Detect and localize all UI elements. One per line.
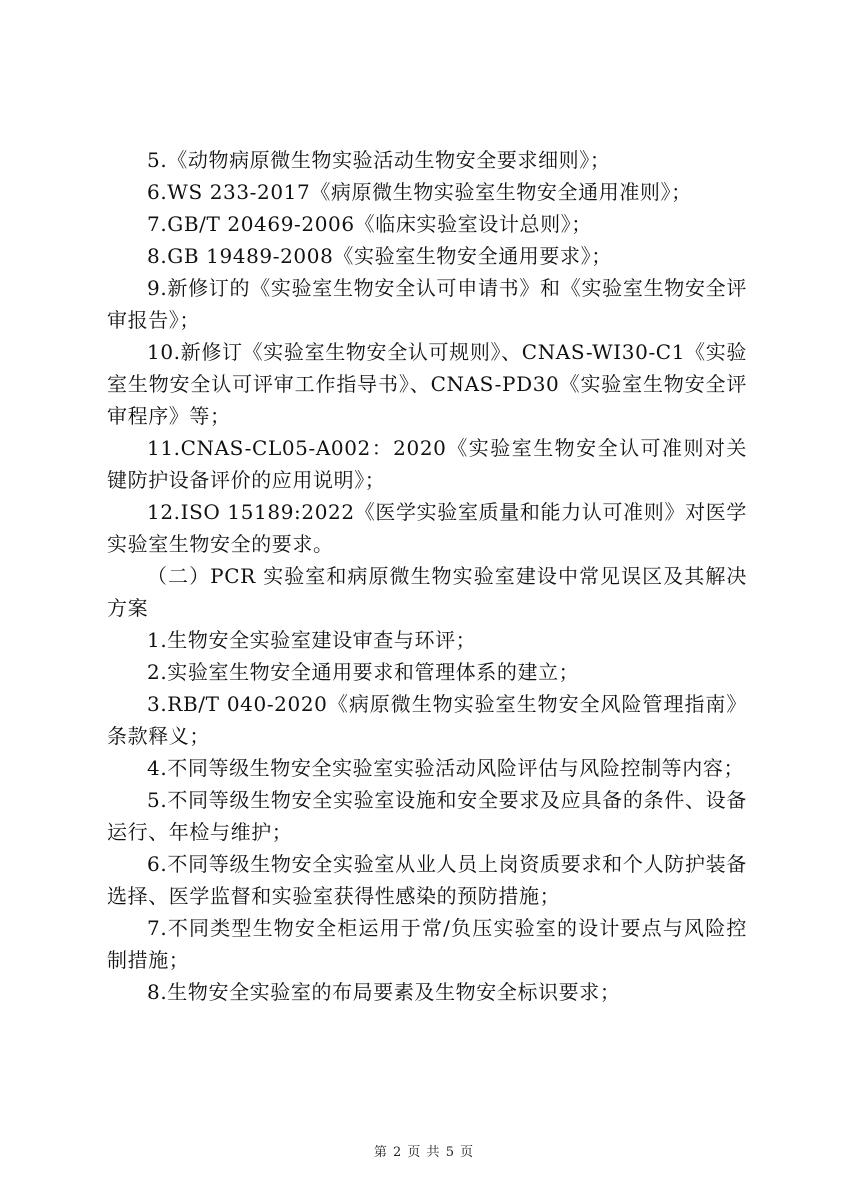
list-item-3: 3.RB/T 040-2020《病原微生物实验室生物安全风险管理指南》条款释义；	[107, 692, 747, 748]
list-item-7: 7.不同类型生物安全柜运用于常/负压实验室的设计要点与风险控制措施；	[107, 916, 747, 972]
list-item-6: 6.不同等级生物安全实验室从业人员上岗资质要求和个人防护装备选择、医学监督和实验室获得性感染的预防措施；	[107, 852, 747, 908]
section-heading: （二）PCR 实验室和病原微生物实验室建设中常见误区及其解决方案	[107, 564, 747, 620]
paragraph-item-9: 9.新修订的《实验室生物安全认可申请书》和《实验室生物安全评审报告》；	[107, 276, 747, 332]
paragraph-item-7: 7.GB/T 20469-2006《临床实验室设计总则》；	[147, 212, 592, 236]
list-item-8: 8.生物安全实验室的布局要素及生物安全标识要求；	[147, 980, 621, 1004]
list-item-1: 1.生物安全实验室建设审查与环评；	[147, 628, 477, 652]
list-item-2: 2.实验室生物安全通用要求和管理体系的建立；	[147, 660, 580, 684]
paragraph-item-5: 5.《动物病原微生物实验活动生物安全要求细则》；	[147, 148, 611, 172]
paragraph-item-12: 12.ISO 15189:2022《医学实验室质量和能力认可准则》对医学实验室生物安全的要求。	[107, 500, 747, 556]
document-body	[107, 144, 747, 1008]
list-item-4: 4.不同等级生物安全实验室实验活动风险评估与风险控制等内容；	[147, 756, 745, 780]
paragraph-item-11: 11.CNAS-CL05-A002：2020《实验室生物安全认可准则对关键防护设备评价的应用说明》；	[107, 436, 747, 492]
page-number-footer: 第 2 页 共 5 页	[373, 1145, 475, 1160]
list-item-5: 5.不同等级生物安全实验室设施和安全要求及应具备的条件、设备运行、年检与维护；	[107, 788, 747, 844]
paragraph-item-10: 10.新修订《实验室生物安全认可规则》、CNAS-WI30-C1《实验室生物安全认可评审工作指导书》、CNAS-PD30《实验室生物安全评审程序》等；	[107, 340, 747, 428]
paragraph-item-6: 6.WS 233-2017《病原微生物实验室生物安全通用准则》；	[147, 180, 692, 204]
paragraph-item-8: 8.GB 19489-2008《实验室生物安全通用要求》；	[147, 244, 612, 268]
